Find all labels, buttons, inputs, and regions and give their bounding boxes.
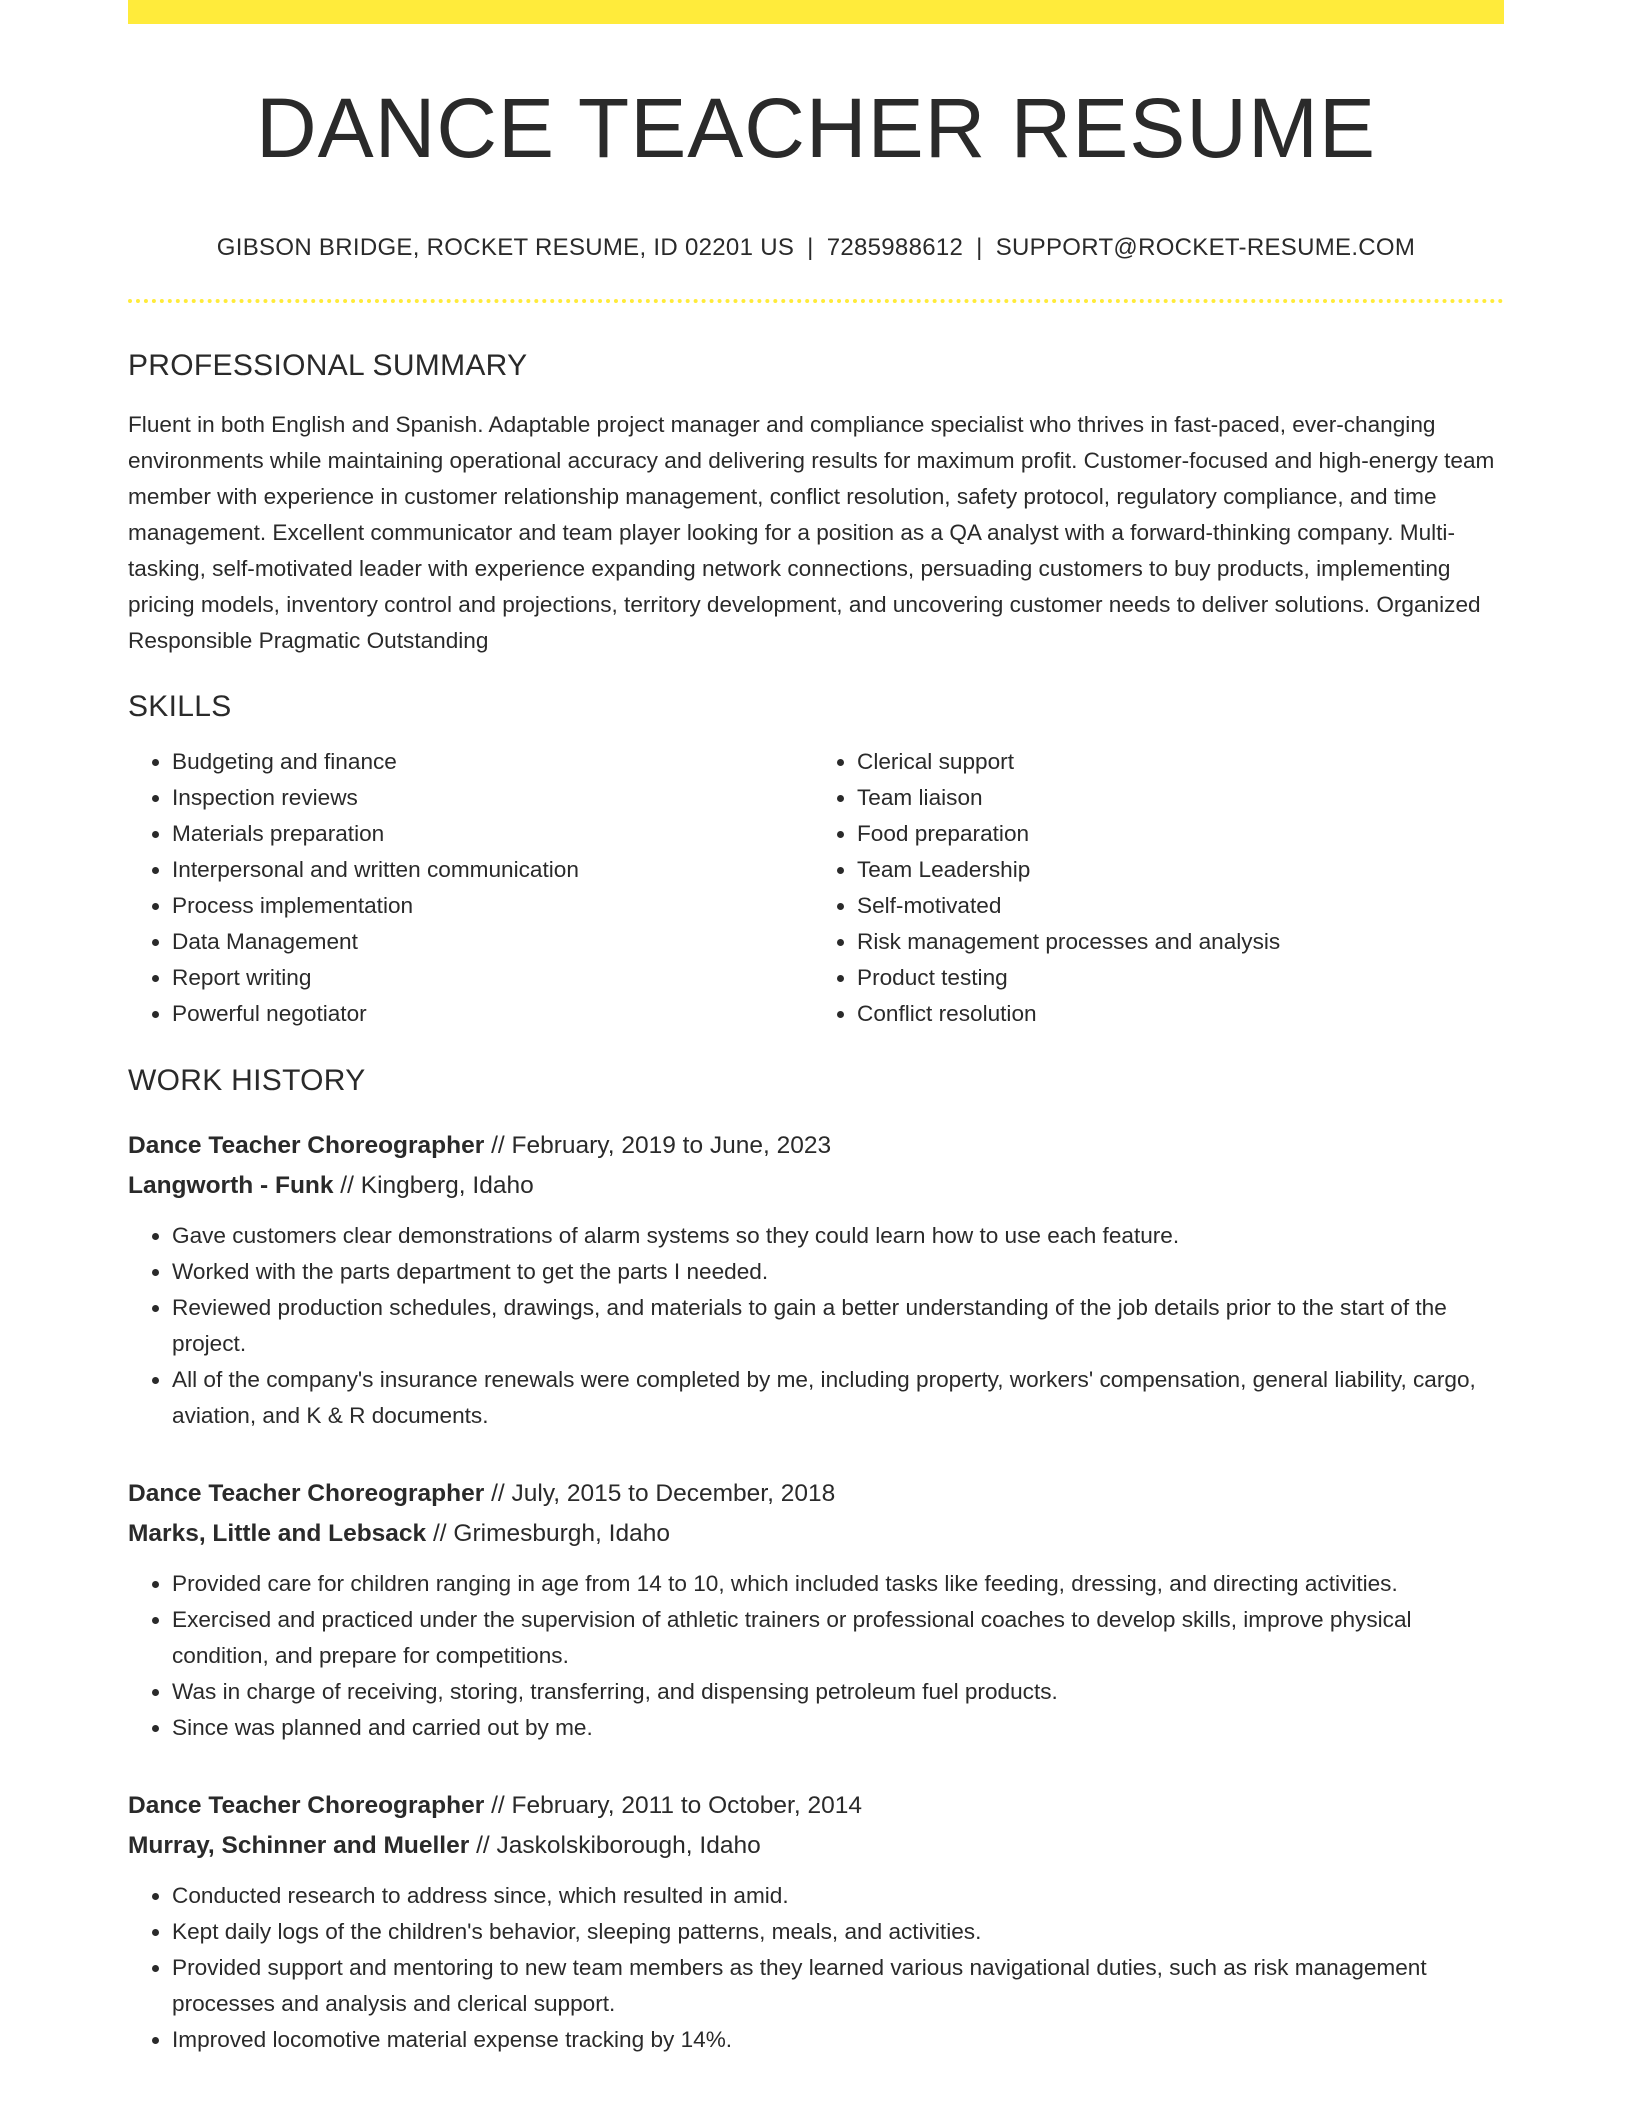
job-location: // Grimesburgh, Idaho	[426, 1520, 670, 1547]
job-dates: // February, 2019 to June, 2023	[484, 1132, 832, 1159]
job-bullet: • Since was planned and carried out by me.	[172, 1710, 1504, 1746]
job-dates: // February, 2011 to October, 2014	[484, 1792, 862, 1819]
job-bullet: • Improved locomotive material expense tracking by 14%.	[172, 2022, 1504, 2058]
contact-separator: |	[976, 234, 983, 261]
job-title: Dance Teacher Choreographer	[128, 1132, 485, 1159]
skill-item: • Clerical support	[857, 744, 1491, 780]
skills-column-left	[128, 744, 806, 1032]
job-entry	[128, 1126, 1504, 1434]
job-company-line	[128, 1514, 1504, 1554]
contact-line	[128, 234, 1504, 262]
job-location: // Jaskolskiborough, Idaho	[469, 1832, 761, 1859]
job-company: Marks, Little and Lebsack	[128, 1520, 427, 1547]
skill-item: • Interpersonal and written communication	[172, 852, 806, 888]
contact-separator: |	[807, 234, 814, 261]
summary-text: Fluent in both English and Spanish. Adaptable project manager and compliance specialist who thrives in fast-paced, ever-changing environments while maintaining operational accuracy and delivering results for maximum profit. Customer-focused and high-energy team member with experience in customer relationship management, conflict resolution, safety protocol, regulatory compliance, and time management. Excellent communicator and team player looking for a position as a QA analyst with a forward-thinking company. Multi-tasking, self-motivated leader with experience expanding network connections, persuading customers to buy products, implementing pricing models, inventory control and projections, territory development, and uncovering customer needs to deliver solutions. Organized Responsible Pragmatic Outstanding	[128, 412, 1495, 653]
work-history-heading: WORK HISTORY	[128, 1064, 366, 1097]
skills-list	[128, 744, 1504, 1032]
job-bullet: • All of the company's insurance renewals were completed by me, including property, workers' compensation, general liability, cargo, aviation, and K & R documents.	[172, 1362, 1504, 1434]
job-bullet: • Exercised and practiced under the supervision of athletic trainers or professional coaches to develop skills, improve physical condition, and prepare for competitions.	[172, 1602, 1504, 1674]
job-bullet: • Kept daily logs of the children's behavior, sleeping patterns, meals, and activities.	[172, 1914, 1504, 1950]
skill-item: • Team liaison	[857, 780, 1491, 816]
job-bullets	[128, 1878, 1504, 2058]
job-company: Langworth - Funk	[128, 1172, 334, 1199]
job-bullet: • Gave customers clear demonstrations of alarm systems so they could learn how to use each feature.	[172, 1218, 1504, 1254]
skill-item: • Inspection reviews	[172, 780, 806, 816]
skill-item: • Risk management processes and analysis	[857, 924, 1491, 960]
job-entry	[128, 1786, 1504, 2058]
skills-column-right	[806, 744, 1491, 1032]
contact-address: GIBSON BRIDGE, ROCKET RESUME, ID 02201 US	[216, 234, 795, 261]
skill-item: • Self-motivated	[857, 888, 1491, 924]
contact-phone: 7285988612	[826, 234, 964, 261]
job-bullet: • Provided care for children ranging in age from 14 to 10, which included tasks like feeding, dressing, and directing activities.	[172, 1566, 1504, 1602]
job-bullet: • Reviewed production schedules, drawings, and materials to gain a better understanding of the job details prior to the start of the project.	[172, 1290, 1504, 1362]
job-title-line	[128, 1126, 1504, 1166]
skill-item: • Powerful negotiator	[172, 996, 806, 1032]
job-title: Dance Teacher Choreographer	[128, 1480, 485, 1507]
skill-item: • Report writing	[172, 960, 806, 996]
job-company-line	[128, 1826, 1504, 1866]
job-bullet: • Provided support and mentoring to new team members as they learned various navigational duties, such as risk management processes and analysis and clerical support.	[172, 1950, 1504, 2022]
job-company-line	[128, 1166, 1504, 1206]
skill-item: • Materials preparation	[172, 816, 806, 852]
job-entry	[128, 1474, 1504, 1746]
skill-item: • Process implementation	[172, 888, 806, 924]
job-bullet: • Worked with the parts department to get the parts I needed.	[172, 1254, 1504, 1290]
skill-item: • Conflict resolution	[857, 996, 1491, 1032]
skill-item: • Budgeting and finance	[172, 744, 806, 780]
job-location: // Kingberg, Idaho	[333, 1172, 534, 1199]
summary-heading: PROFESSIONAL SUMMARY	[128, 349, 528, 382]
job-bullet: • Was in charge of receiving, storing, transferring, and dispensing petroleum fuel products.	[172, 1674, 1504, 1710]
skills-heading: SKILLS	[128, 690, 232, 723]
skill-item: • Product testing	[857, 960, 1491, 996]
job-title: Dance Teacher Choreographer	[128, 1792, 485, 1819]
skill-item: • Team Leadership	[857, 852, 1491, 888]
top-accent-bar	[128, 0, 1504, 24]
job-bullets	[128, 1218, 1504, 1434]
job-title-line	[128, 1786, 1504, 1826]
job-bullet: • Conducted research to address since, which resulted in amid.	[172, 1878, 1504, 1914]
skill-item: • Data Management	[172, 924, 806, 960]
resume-title: DANCE TEACHER RESUME	[256, 81, 1376, 175]
job-title-line	[128, 1474, 1504, 1514]
dotted-divider	[128, 299, 1504, 303]
contact-email[interactable]: SUPPORT@ROCKET-RESUME.COM	[995, 234, 1416, 261]
job-bullets	[128, 1566, 1504, 1746]
skill-item: • Food preparation	[857, 816, 1491, 852]
job-dates: // July, 2015 to December, 2018	[484, 1480, 836, 1507]
job-company: Murray, Schinner and Mueller	[128, 1832, 470, 1859]
resume-page	[128, 0, 1504, 2058]
